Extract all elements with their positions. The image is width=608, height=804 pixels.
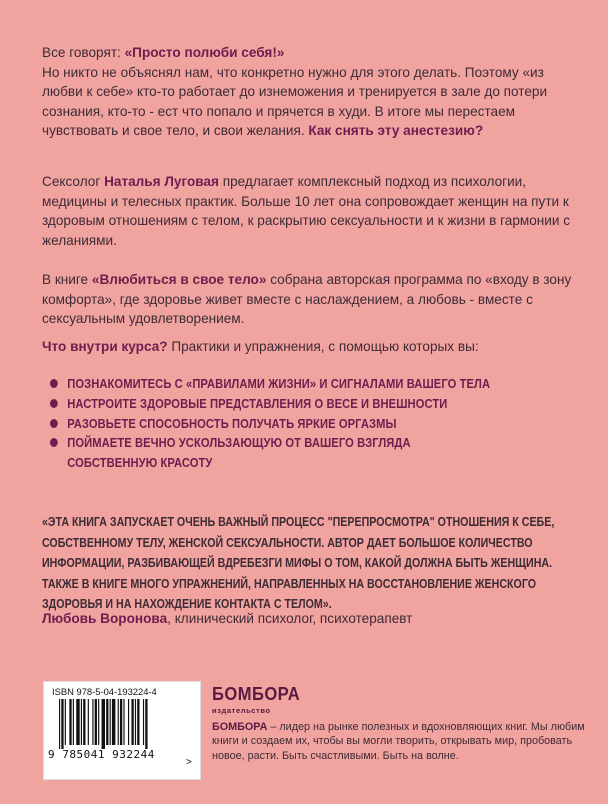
barcode-stripe xyxy=(143,699,144,745)
publisher-name: БОМБОРА xyxy=(212,721,268,733)
book-paragraph xyxy=(42,270,572,329)
review-quote xyxy=(42,512,567,615)
barcode-stripe xyxy=(88,699,89,745)
barcode-stripe xyxy=(92,699,93,745)
publisher-logo-subtitle: издательство xyxy=(212,706,271,715)
list-item: НАСТРОИТЕ ЗДОРОВЫЕ ПРЕДСТАВЛЕНИЯ О ВЕСЕ И ВНЕШНОСТИ xyxy=(50,394,583,414)
barcode-arrow: > xyxy=(186,757,192,768)
barcode-stripe xyxy=(83,699,85,745)
barcode-stripe xyxy=(131,699,133,745)
quote-line: ТАКЖЕ В КНИГЕ МНОГО УПРАЖНЕНИЙ, НАПРАВЛЕННЫХ НА ВОССТАНОВЛЕНИЕ ЖЕНСКОГО xyxy=(42,575,537,591)
intro-lead: Все говорят: xyxy=(42,45,125,60)
barcode-stripe xyxy=(98,699,99,745)
quote-attribution xyxy=(42,611,412,626)
bullet-dot-icon xyxy=(50,379,58,388)
barcode-stripe xyxy=(73,699,74,745)
barcode-stripe xyxy=(69,699,71,745)
intro-highlight: «Просто полюби себя!» xyxy=(124,45,285,60)
author-body: предлагает комплексный подход из психологии, медицины и телесных практик. Больше 10 лет она сопровождает женщин на пути к здоровым отношениям с телом, к раскрытию сексуальности и к жизни в гармонии с желаниями. xyxy=(42,174,571,248)
benefits-list xyxy=(50,374,580,473)
author-paragraph xyxy=(42,172,572,250)
course-question: Что внутри курса? xyxy=(42,339,168,354)
author-lead: Сексолог xyxy=(42,174,105,189)
barcode-stripe xyxy=(106,699,108,745)
barcode-stripe xyxy=(137,699,139,745)
barcode-stripe xyxy=(145,699,147,749)
barcode-number: 9 785041 932244 xyxy=(48,748,155,761)
barcode-stripe xyxy=(59,699,60,749)
barcode-stripe xyxy=(102,699,105,749)
isbn-text: ISBN 978-5-04-193224-4 xyxy=(52,686,157,697)
list-item: СОБСТВЕННУЮ КРАСОТУ xyxy=(67,455,213,471)
quote-line: ИНФОРМАЦИИ, РАЗБИВАЮЩЕЙ ВДРЕБЕЗГИ МИФЫ О ТОМ, КАКОЙ ДОЛЖНА БЫТЬ ЖЕНЩИНА. xyxy=(42,555,553,571)
intro-paragraph xyxy=(42,43,572,141)
intro-question: Как снять эту анестезию? xyxy=(308,123,484,139)
course-paragraph xyxy=(42,337,572,357)
quote-author-name: Любовь Воронова xyxy=(42,611,168,626)
book-lead: В книге xyxy=(42,272,92,287)
bullet-dot-icon xyxy=(50,438,58,447)
list-item: ПОЗНАКОМИТЕСЬ С «ПРАВИЛАМИ ЖИЗНИ» И СИГНАЛАМИ ВАШЕГО ТЕЛА xyxy=(50,374,583,394)
barcode-stripe xyxy=(65,699,66,745)
barcode-stripe xyxy=(120,699,122,745)
barcode-stripe xyxy=(135,699,136,745)
barcode-stripe xyxy=(118,699,119,745)
intro-body: Но никто не объяснял нам, что конкретно нужно для этого делать. Поэтому «из любви к себе» кто-то работает до изнеможения и тренируется в зале до потери сознания, кто-то - ест что попало и прячется в худи. В итоге мы перестаем чувствовать и свое тело, и свои желания. xyxy=(42,64,548,139)
publisher-description xyxy=(212,720,602,763)
publisher-logo: БОМБОРА xyxy=(212,684,301,704)
quote-author-role: , клинический психолог, психотерапевт xyxy=(167,611,413,626)
barcode-icon xyxy=(59,699,187,749)
barcode-stripe xyxy=(123,699,124,745)
course-body: Практики и упражнения, с помощью которых вы: xyxy=(167,339,479,354)
author-name: Наталья Луговая xyxy=(104,174,219,189)
barcode-stripe xyxy=(128,699,129,745)
list-item: РАЗОВЬЕТЕ СПОСОБНОСТЬ ПОЛУЧАТЬ ЯРКИЕ ОРГАЗМЫ xyxy=(50,414,583,434)
quote-line: ЗДОРОВЬЯ И НА НАХОЖДЕНИЕ КОНТАКТА С ТЕЛОМ». xyxy=(42,596,332,612)
list-item: ПОЙМАЕТЕ ВЕЧНО УСКОЛЬЗАЮЩУЮ ОТ ВАШЕГО ВЗГЛЯДА xyxy=(50,433,583,453)
barcode-stripe xyxy=(110,699,111,745)
publisher-text: – лидер на рынке полезных и вдохновляющих книг. Мы любим книги и создаем их, чтобы вы могли творить, открывать мир, пробовать новое, расти. Быть счастливыми. Быть на волне. xyxy=(212,721,585,762)
quote-line: «ЭТА КНИГА ЗАПУСКАЕТ ОЧЕНЬ ВАЖНЫЙ ПРОЦЕСС "ПЕРЕПРОСМОТРА" ОТНОШЕНИЯ К СЕБЕ, xyxy=(42,514,555,529)
bullet-dot-icon xyxy=(50,399,58,408)
barcode-stripe xyxy=(95,699,97,745)
quote-line: СОБСТВЕННОМУ ТЕЛУ, ЖЕНСКОЙ СЕКСУАЛЬНОСТИ. АВТОР ДАЕТ БОЛЬШОЕ КОЛИЧЕСТВО xyxy=(42,534,533,550)
barcode-stripe xyxy=(112,699,115,745)
barcode-stripe xyxy=(76,699,79,745)
barcode-stripe xyxy=(81,699,82,745)
book-title: «Влюбиться в свое тело» xyxy=(91,272,267,287)
bullet-dot-icon xyxy=(50,419,58,428)
barcode-stripe xyxy=(61,699,63,749)
barcode-panel xyxy=(43,681,201,780)
book-body: собрана авторская программа по «входу в зону комфорта», где здоровье живет вместе с наслаждением, а любовь - вместе с сексуальным удовлетворением. xyxy=(42,272,572,327)
